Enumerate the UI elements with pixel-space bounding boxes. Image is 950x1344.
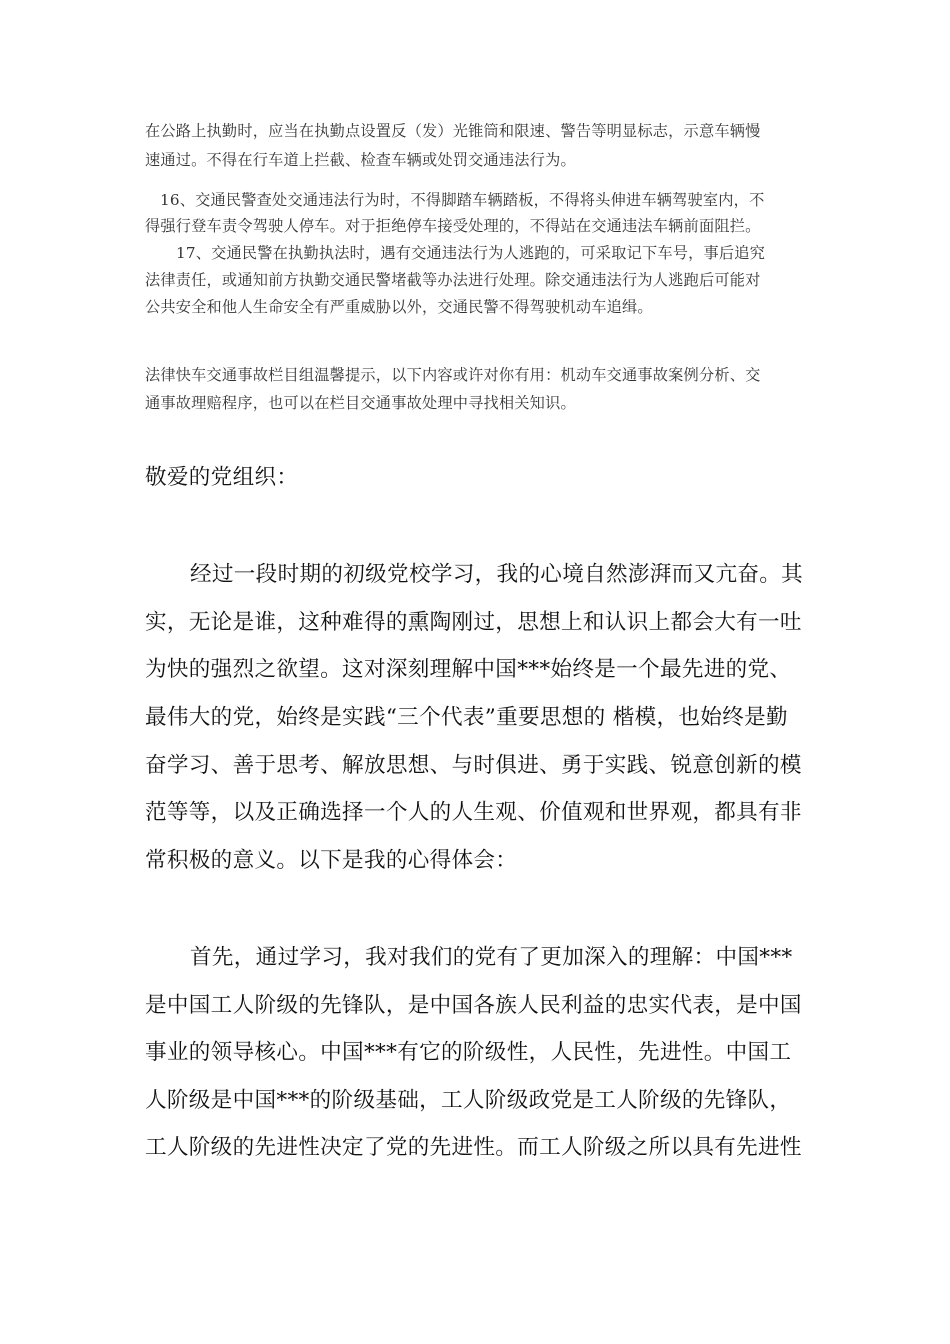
text-line: 法律快车交通事故栏目组温馨提示，以下内容或许对你有用：机动车交通事故案例分析、交	[145, 366, 761, 384]
text-line: 实，无论是谁，这种难得的熏陶刚过，思想上和认识上都会大有一吐	[145, 610, 802, 635]
text-line: 16、交通民警查处交通违法行为时，不得脚踏车辆踏板，不得将头伸进车辆驾驶室内，不	[160, 191, 765, 209]
text-line: 人阶级是中国***的阶级基础，工人阶级政党是工人阶级的先锋队，	[145, 1088, 792, 1113]
text-line: 速通过。不得在行车道上拦截、检查车辆或处罚交通违法行为。	[145, 151, 576, 169]
text-line: 经过一段时期的初级党校学习，我的心境自然澎湃而又亢奋。其	[190, 562, 804, 587]
salutation: 敬爱的党组织：	[145, 465, 299, 490]
text-line: 事业的领导核心。中国***有它的阶级性，人民性，先进性。中国工	[145, 1040, 792, 1065]
text-line: 工人阶级的先进性决定了党的先进性。而工人阶级之所以具有先进性	[145, 1135, 802, 1160]
text-line: 奋学习、善于思考、解放思想、与时俱进、勇于实践、锐意创新的模	[145, 753, 802, 778]
text-line: 常积极的意义。以下是我的心得体会：	[145, 848, 518, 873]
text-line: 在公路上执勤时，应当在执勤点设置反（发）光锥筒和限速、警告等明显标志，示意车辆慢	[145, 122, 761, 140]
text-line: 首先，通过学习，我对我们的党有了更加深入的理解：中国***	[190, 945, 793, 970]
text-line: 通事故理赔程序，也可以在栏目交通事故处理中寻找相关知识。	[145, 394, 576, 412]
text-line: 为快的强烈之欲望。这对深刻理解中国***始终是一个最先进的党、	[145, 657, 792, 682]
text-line: 法律责任，或通知前方执勤交通民警堵截等办法进行处理。除交通违法行为人逃跑后可能对	[145, 271, 761, 289]
text-line: 公共安全和他人生命安全有严重威胁以外，交通民警不得驾驶机动车追缉。	[145, 298, 653, 316]
text-line: 最伟大的党，始终是实践“三个代表”重要思想的 楷模，也始终是勤	[145, 705, 788, 730]
text-line: 范等等，以及正确选择一个人的人生观、价值观和世界观，都具有非	[145, 800, 802, 825]
text-line: 是中国工人阶级的先锋队，是中国各族人民利益的忠实代表，是中国	[145, 993, 802, 1018]
text-line: 得强行登车责令驾驶人停车。对于拒绝停车接受处理的，不得站在交通违法车辆前面阻拦。	[145, 217, 761, 235]
text-line: 17、交通民警在执勤执法时，遇有交通违法行为人逃跑的，可采取记下车号，事后追究	[176, 244, 766, 262]
